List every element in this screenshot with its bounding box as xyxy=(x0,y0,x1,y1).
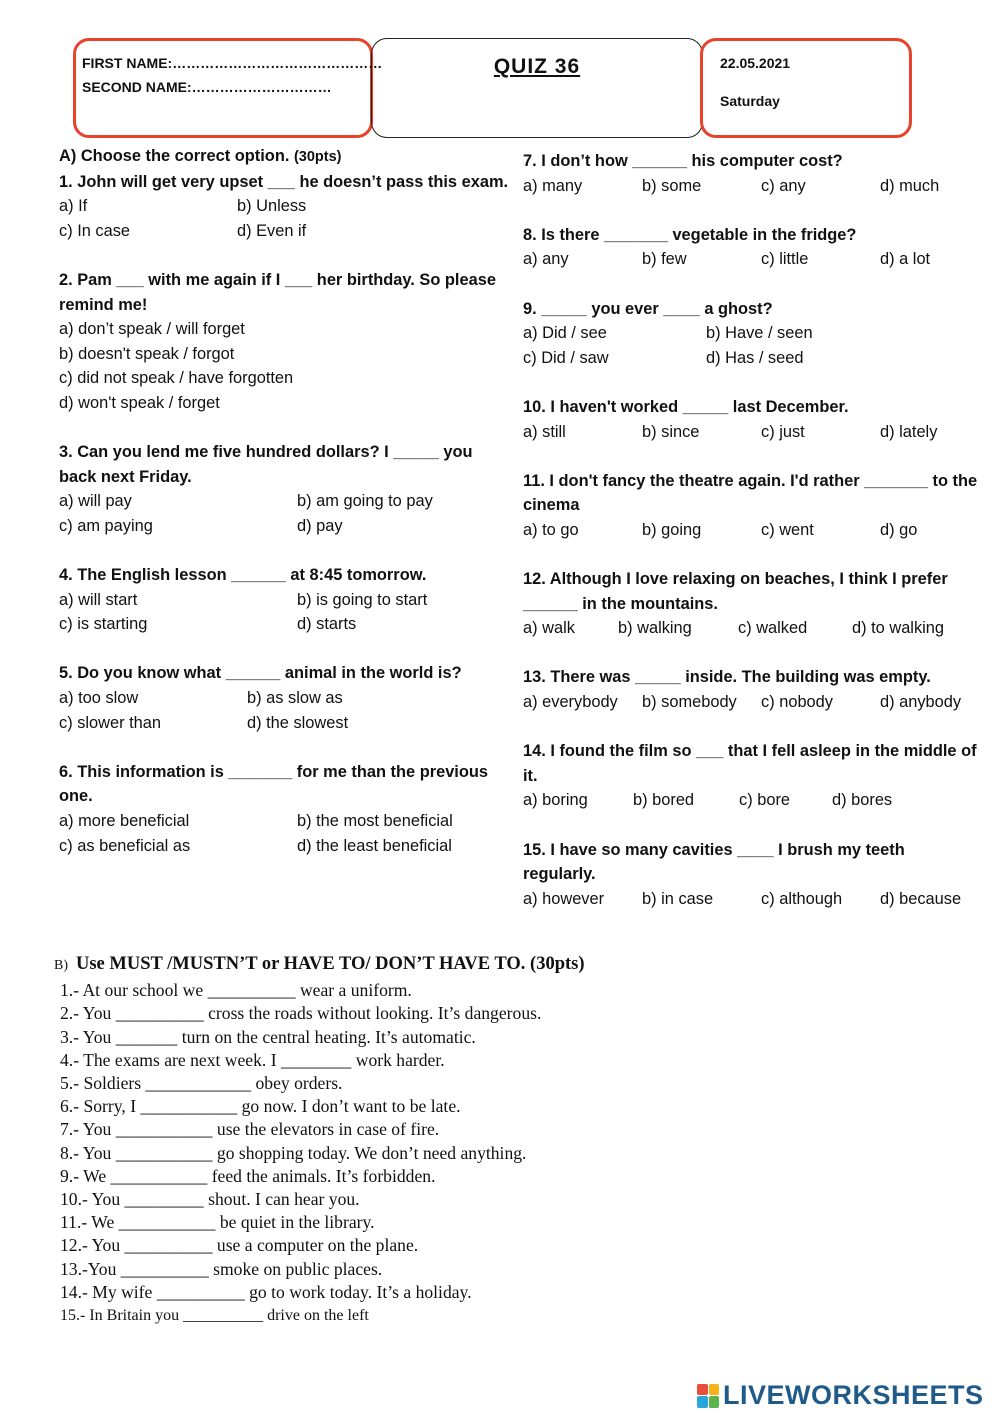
fill-in-item-13[interactable]: 13.-You __________ smoke on public places. xyxy=(60,1258,383,1279)
quiz-date: 22.05.2021 xyxy=(720,55,791,71)
question-1 xyxy=(59,170,509,244)
question-6 xyxy=(59,760,509,858)
option-b[interactable]: b) in case xyxy=(642,889,714,908)
option-c[interactable]: c) nobody xyxy=(761,693,833,712)
question-text: 4. The English lesson ______ at 8:45 tomorrow. xyxy=(59,566,427,585)
option-d[interactable]: d) bores xyxy=(832,791,893,810)
liveworksheets-logo-icon xyxy=(697,1384,719,1408)
answer-options xyxy=(523,887,978,912)
option-d[interactable]: d) lately xyxy=(880,422,938,441)
fill-in-item-14[interactable]: 14.- My wife __________ go to work today. It’s a holiday. xyxy=(60,1281,472,1302)
question-text: 13. There was _____ inside. The building was empty. xyxy=(523,668,931,687)
question-text: 14. I found the film so ___ that I fell asleep in the middle of it. xyxy=(523,742,977,785)
second-name-field[interactable]: SECOND NAME:………………………… xyxy=(82,79,332,95)
liveworksheets-logo xyxy=(697,1380,984,1411)
answer-options xyxy=(523,247,978,272)
option-b[interactable]: b) somebody xyxy=(642,693,737,712)
option-c[interactable]: c) bore xyxy=(739,791,791,810)
answer-options xyxy=(59,489,509,538)
question-7 xyxy=(523,149,978,198)
fill-in-item-15[interactable]: 15.- In Britain you __________ drive on the left xyxy=(60,1307,369,1325)
option-a[interactable]: a) however xyxy=(523,889,605,908)
option-a[interactable]: a) Did / see xyxy=(523,324,607,343)
question-text: 2. Pam ___ with me again if I ___ her birthday. So please remind me! xyxy=(59,270,496,314)
section-b-heading: Use MUST /MUSTN’T or HAVE TO/ DON’T HAVE TO. (30pts) xyxy=(76,954,585,974)
option-c[interactable]: c) went xyxy=(761,520,814,539)
option-b[interactable]: b) walking xyxy=(618,619,692,638)
answer-options xyxy=(523,518,978,543)
fill-in-item-10[interactable]: 10.- You _________ shout. I can hear you. xyxy=(60,1189,360,1210)
section-b xyxy=(54,953,754,1327)
question-9 xyxy=(523,297,978,371)
option-c[interactable]: c) In case xyxy=(59,221,131,240)
fill-in-item-4[interactable]: 4.- The exams are next week. I ________ work harder. xyxy=(60,1049,445,1070)
answer-options xyxy=(59,809,509,858)
option-c[interactable]: c) did not speak / have forgotten xyxy=(59,369,294,388)
option-a[interactable]: a) everybody xyxy=(523,693,618,712)
option-d[interactable]: d) a lot xyxy=(880,250,931,269)
question-15 xyxy=(523,838,978,912)
option-d[interactable]: d) to walking xyxy=(852,619,945,638)
first-name-field[interactable]: FIRST NAME:……………………………………… xyxy=(82,55,383,71)
option-c[interactable]: c) as beneficial as xyxy=(59,836,191,855)
option-a[interactable]: a) boring xyxy=(523,791,588,810)
fill-in-item-7[interactable]: 7.- You ___________ use the elevators in case of fire. xyxy=(60,1119,440,1140)
option-a[interactable]: a) to go xyxy=(523,520,579,539)
fill-in-item-2[interactable]: 2.- You __________ cross the roads without looking. It’s dangerous. xyxy=(60,1003,542,1024)
fill-in-item-12[interactable]: 12.- You __________ use a computer on the plane. xyxy=(60,1235,419,1256)
question-4 xyxy=(59,563,509,637)
quiz-day: Saturday xyxy=(720,93,780,109)
section-b-title xyxy=(54,953,754,977)
option-b[interactable]: b) since xyxy=(642,422,700,441)
option-a[interactable]: a) walk xyxy=(523,619,575,638)
quiz-title: QUIZ 36 xyxy=(493,55,581,78)
option-a[interactable]: a) don’t speak / will forget xyxy=(59,320,245,339)
fill-in-item-8[interactable]: 8.- You ___________ go shopping today. We don’t need anything. xyxy=(60,1142,527,1163)
option-c[interactable]: c) is starting xyxy=(59,615,148,634)
name-box xyxy=(73,38,383,138)
option-d[interactable]: d) Has / seed xyxy=(706,348,804,367)
question-3 xyxy=(59,440,509,538)
title-box xyxy=(371,38,703,138)
question-12 xyxy=(523,567,978,641)
question-text: 5. Do you know what ______ animal in the world is? xyxy=(59,664,462,683)
section-a-points: (30pts) xyxy=(293,149,342,165)
fill-in-item-9[interactable]: 9.- We ___________ feed the animals. It’s forbidden. xyxy=(60,1165,436,1186)
option-b[interactable]: b) going xyxy=(642,520,702,539)
answer-options xyxy=(59,317,509,415)
question-text: 8. Is there _______ vegetable in the fridge? xyxy=(523,225,857,244)
option-d[interactable]: d) the slowest xyxy=(247,713,349,732)
fill-in-item-5[interactable]: 5.- Soldiers ____________ obey orders. xyxy=(60,1073,343,1094)
question-text: 11. I don't fancy the theatre again. I'd rather _______ to the cinema xyxy=(523,471,978,515)
option-d[interactable]: d) much xyxy=(880,176,940,195)
question-11 xyxy=(523,469,978,543)
logo-text: LIVEWORKSHEETS xyxy=(723,1380,984,1410)
question-5 xyxy=(59,661,509,735)
question-text: 6. This information is _______ for me than the previous one. xyxy=(59,762,489,806)
answer-options xyxy=(59,588,509,637)
option-d[interactable]: d) go xyxy=(880,520,918,539)
option-d[interactable]: d) because xyxy=(880,889,962,908)
fill-in-item-1[interactable]: 1.- At our school we __________ wear a uniform. xyxy=(60,980,412,1001)
question-14 xyxy=(523,739,978,813)
question-8 xyxy=(523,223,978,272)
option-a[interactable]: a) too slow xyxy=(59,689,139,708)
option-c[interactable]: c) am paying xyxy=(59,516,153,535)
question-13 xyxy=(523,665,978,714)
option-c[interactable]: c) walked xyxy=(738,619,808,638)
option-a[interactable]: a) If xyxy=(59,197,88,216)
option-b[interactable]: b) is going to start xyxy=(297,590,428,609)
section-a-title xyxy=(59,144,509,170)
question-10 xyxy=(523,395,978,444)
question-text: 10. I haven't worked _____ last December. xyxy=(523,397,849,416)
answer-options xyxy=(523,616,978,641)
option-c[interactable]: c) just xyxy=(761,422,805,441)
question-text: 9. _____ you ever ____ a ghost? xyxy=(523,299,773,318)
answer-options xyxy=(523,321,978,370)
option-b[interactable]: b) doesn't speak / forgot xyxy=(59,344,235,363)
section-a-left-column xyxy=(59,144,509,883)
option-a[interactable]: a) many xyxy=(523,176,583,195)
section-a-heading: A) Choose the correct option. xyxy=(59,147,290,165)
option-c[interactable]: c) Did / saw xyxy=(523,348,609,367)
option-c[interactable]: c) little xyxy=(761,250,809,269)
option-b[interactable]: b) the most beneficial xyxy=(297,812,453,831)
option-d[interactable]: d) anybody xyxy=(880,693,962,712)
option-c[interactable]: c) any xyxy=(761,176,806,195)
section-a-right-column xyxy=(523,149,978,936)
option-d[interactable]: d) Even if xyxy=(237,221,307,240)
option-b[interactable]: b) Have / seen xyxy=(706,324,813,343)
option-a[interactable]: a) will pay xyxy=(59,492,132,511)
fill-in-item-6[interactable]: 6.- Sorry, I ___________ go now. I don’t want to be late. xyxy=(60,1096,461,1117)
option-b[interactable]: b) am going to pay xyxy=(297,492,433,511)
section-b-label: B) xyxy=(54,958,68,973)
option-b[interactable]: b) some xyxy=(642,176,702,195)
question-text: 3. Can you lend me five hundred dollars? I _____ you back next Friday. xyxy=(59,443,473,486)
question-text: 7. I don’t how ______ his computer cost? xyxy=(523,152,843,170)
option-d[interactable]: d) starts xyxy=(297,615,357,634)
question-text: 15. I have so many cavities ____ I brush my teeth regularly. xyxy=(523,840,905,884)
fill-in-item-11[interactable]: 11.- We ___________ be quiet in the library. xyxy=(60,1212,375,1233)
option-c[interactable]: c) although xyxy=(761,889,843,908)
option-d[interactable]: d) the least beneficial xyxy=(297,836,452,855)
question-text: 1. John will get very upset ___ he doesn’t pass this exam. xyxy=(59,172,509,191)
option-a[interactable]: a) still xyxy=(523,422,566,441)
question-text: 12. Although I love relaxing on beaches, I think I prefer ______ in the mountains. xyxy=(523,570,948,613)
option-b[interactable]: b) few xyxy=(642,250,687,269)
option-d[interactable]: d) pay xyxy=(297,516,343,535)
option-b[interactable]: b) bored xyxy=(633,791,695,810)
question-2 xyxy=(59,268,509,416)
fill-in-item-3[interactable]: 3.- You _______ turn on the central heating. It’s automatic. xyxy=(60,1026,476,1047)
option-a[interactable]: a) will start xyxy=(59,590,138,609)
option-b[interactable]: b) as slow as xyxy=(247,689,343,708)
answer-options xyxy=(59,194,509,243)
answer-options xyxy=(523,690,978,715)
option-a[interactable]: a) any xyxy=(523,250,569,269)
option-a[interactable]: a) more beneficial xyxy=(59,812,190,831)
date-box xyxy=(700,38,912,138)
option-c[interactable]: c) slower than xyxy=(59,713,162,732)
answer-options xyxy=(523,174,978,199)
answer-options xyxy=(59,686,509,735)
answer-options xyxy=(523,420,978,445)
option-b[interactable]: b) Unless xyxy=(237,197,307,216)
option-d[interactable]: d) won't speak / forget xyxy=(59,393,220,412)
answer-options xyxy=(523,788,978,813)
